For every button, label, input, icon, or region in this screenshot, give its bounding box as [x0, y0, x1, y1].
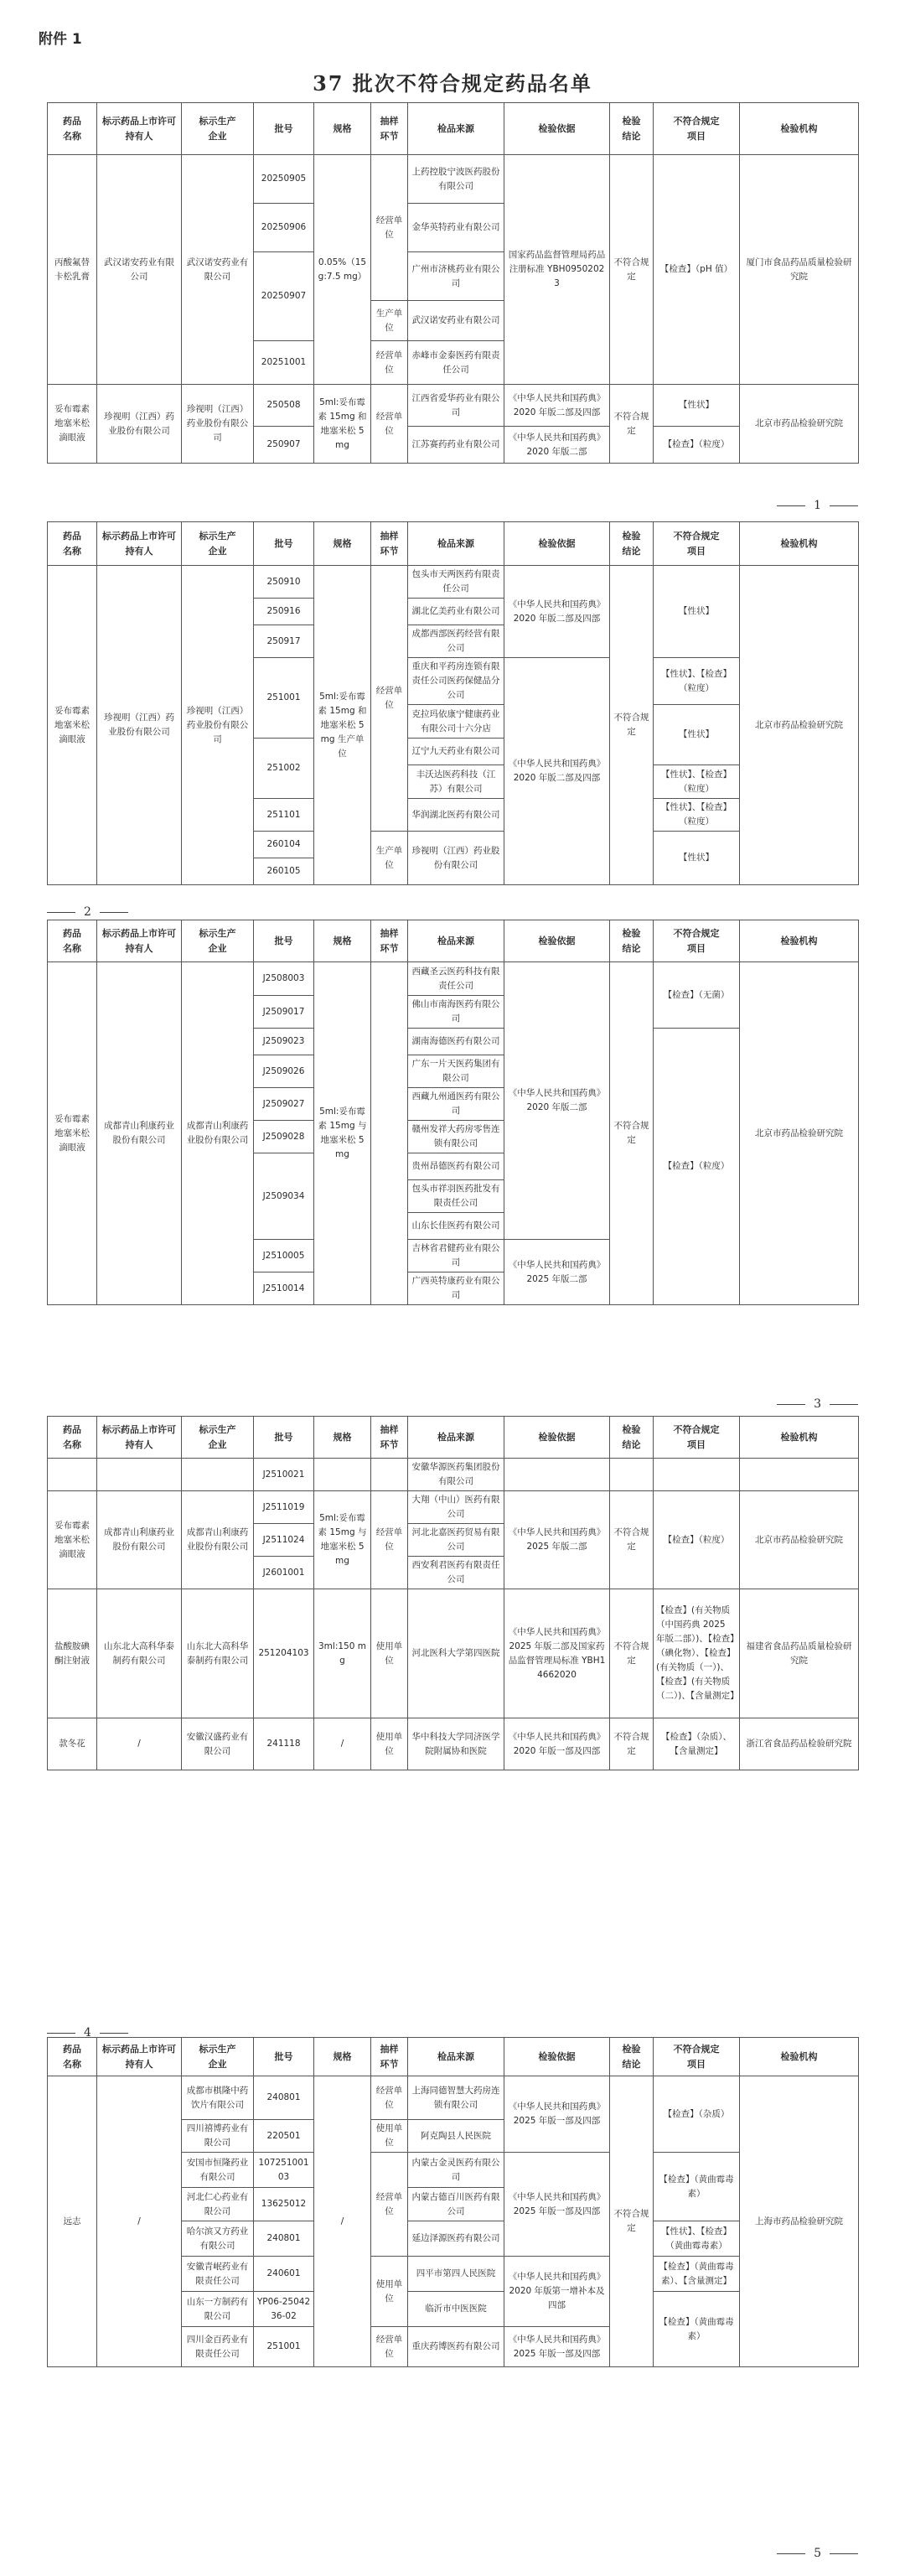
lot-cell: J2511024 [254, 1524, 314, 1557]
header-cell: 规格 [314, 103, 371, 155]
header-cell: 标示药品上市许可 持有人 [97, 920, 182, 962]
header-cell: 检验依据 [504, 1417, 610, 1459]
header-cell: 标示药品上市许可 持有人 [97, 1417, 182, 1459]
lot-cell: J2509034 [254, 1153, 314, 1240]
source-cell: 湖南海德医药有限公司 [408, 1029, 504, 1055]
drug-name-cell: 妥布霉素地塞米松滴眼液 [48, 566, 97, 885]
table-row [48, 385, 859, 427]
source-cell: 西藏九州通医药有限公司 [408, 1088, 504, 1121]
attachment-label: 附件 1 [39, 31, 82, 48]
header-cell: 检验 结论 [610, 522, 654, 566]
stage-cell: 经营单位 [371, 2076, 408, 2120]
lot-cell: 251001 [254, 2327, 314, 2367]
lot-cell: 251001 [254, 658, 314, 739]
institute-cell: 北京市药品检验研究院 [740, 566, 859, 885]
lot-cell: J2509023 [254, 1029, 314, 1055]
item-cell: 【性状】 [654, 566, 740, 658]
page-number-text: 4 [84, 2026, 91, 2040]
table-header [48, 920, 859, 962]
holder-cell: 成都青山利康药业股份有限公司 [97, 1491, 182, 1589]
lot-cell: 260104 [254, 832, 314, 858]
source-cell: 西安利君医药有限责任公司 [408, 1557, 504, 1589]
spec-cell: / [314, 1718, 371, 1770]
basis-cell: 《中华人民共和国药典》2025 年版一部及四部 [504, 2327, 610, 2367]
basis-cell: 国家药品监督管理局药品注册标准 YBH09502023 [504, 155, 610, 385]
source-cell: 临沂市中医医院 [408, 2292, 504, 2327]
page-number-text: 3 [814, 1397, 821, 1411]
header-cell: 标示生产 企业 [182, 103, 254, 155]
header-cell: 抽样 环节 [371, 522, 408, 566]
stage-cell: 经营单位 [371, 2327, 408, 2367]
header-cell: 检品来源 [408, 1417, 504, 1459]
maker-cell: 成都青山利康药业股份有限公司 [182, 1491, 254, 1589]
lot-cell: YP06-2504236-02 [254, 2292, 314, 2327]
header-cell: 标示药品上市许可 持有人 [97, 522, 182, 566]
header-cell: 检品来源 [408, 103, 504, 155]
item-cell: 【性状】 [654, 705, 740, 765]
source-cell: 江苏赛药药业有限公司 [408, 427, 504, 464]
lot-cell: 251002 [254, 739, 314, 799]
lot-cell: J2509028 [254, 1121, 314, 1153]
header-cell: 标示药品上市许可 持有人 [97, 103, 182, 155]
drug-name-cell: 远志 [48, 2076, 97, 2367]
drug-name-cell [48, 1459, 97, 1491]
item-cell: 【性状】、【检查】（粒度） [654, 799, 740, 832]
item-cell: 【检查】（黄曲霉毒素） [654, 2153, 740, 2221]
header-cell: 药品 名称 [48, 103, 97, 155]
source-cell: 包头市天两医药有限责任公司 [408, 566, 504, 599]
header-cell: 检验 结论 [610, 1417, 654, 1459]
conclusion-cell: 不符合规定 [610, 2076, 654, 2367]
basis-cell: 《中华人民共和国药典》2025 年版二部 [504, 1491, 610, 1589]
header-cell: 抽样 环节 [371, 2038, 408, 2076]
basis-cell: 《中华人民共和国药典》2020 年版二部及四部 [504, 385, 610, 427]
header-cell: 不符合规定 项目 [654, 103, 740, 155]
header-cell: 不符合规定 项目 [654, 920, 740, 962]
table-row [48, 1459, 859, 1491]
header-cell: 药品 名称 [48, 1417, 97, 1459]
header-cell: 抽样 环节 [371, 1417, 408, 1459]
header-cell: 抽样 环节 [371, 103, 408, 155]
conclusion-cell: 不符合规定 [610, 566, 654, 885]
source-cell: 上海同德智慧大药房连锁有限公司 [408, 2076, 504, 2120]
holder-cell: 珍视明（江西）药业股份有限公司 [97, 566, 182, 885]
source-cell: 辽宁九天药业有限公司 [408, 739, 504, 765]
source-cell: 赣州发祥大药房零售连锁有限公司 [408, 1121, 504, 1153]
header-cell: 批号 [254, 2038, 314, 2076]
header-cell: 批号 [254, 1417, 314, 1459]
item-cell: 【检查】（杂质） [654, 2076, 740, 2153]
source-cell: 广西英特康药业有限公司 [408, 1272, 504, 1305]
source-cell: 湖北亿美药业有限公司 [408, 599, 504, 625]
spec-cell: 5ml:妥布霉素 15mg 和地塞米松 5mg [314, 385, 371, 464]
header-cell: 检验机构 [740, 920, 859, 962]
basis-cell: 《中华人民共和国药典》2025 年版一部及四部 [504, 2076, 610, 2153]
holder-cell: 山东北大高科华泰制药有限公司 [97, 1589, 182, 1718]
conclusion-cell: 不符合规定 [610, 1491, 654, 1589]
table-header [48, 1417, 859, 1459]
institute-cell: 北京市药品检验研究院 [740, 1491, 859, 1589]
lot-cell: J2509017 [254, 996, 314, 1029]
holder-cell: / [97, 1718, 182, 1770]
table-row [48, 962, 859, 996]
lot-cell: 260105 [254, 858, 314, 885]
header-cell: 批号 [254, 103, 314, 155]
header-cell: 批号 [254, 522, 314, 566]
lot-cell: 240601 [254, 2257, 314, 2292]
lot-cell: J2510021 [254, 1459, 314, 1491]
lot-cell: 20250905 [254, 155, 314, 204]
lot-cell: 250907 [254, 427, 314, 464]
header-cell: 检验 结论 [610, 920, 654, 962]
lot-cell: 20250906 [254, 204, 314, 252]
institute-cell: 北京市药品检验研究院 [740, 385, 859, 464]
header-cell: 检验机构 [740, 103, 859, 155]
holder-cell: 成都青山利康药业股份有限公司 [97, 962, 182, 1305]
institute-cell: 福建省食品药品质量检验研究院 [740, 1589, 859, 1718]
header-cell: 规格 [314, 920, 371, 962]
source-cell: 江西省爱华药业有限公司 [408, 385, 504, 427]
maker-cell [182, 1459, 254, 1491]
page-title: 37 批次不符合规定药品名单 [313, 71, 592, 96]
drug-name-cell: 盐酸胺碘酮注射液 [48, 1589, 97, 1718]
maker-cell: 武汉诺安药业有限公司 [182, 155, 254, 385]
source-cell: 包头市祥羽医药批发有限责任公司 [408, 1180, 504, 1213]
source-cell: 金华英特药业有限公司 [408, 204, 504, 252]
source-cell: 重庆药博医药有限公司 [408, 2327, 504, 2367]
maker-cell: 成都青山利康药业股份有限公司 [182, 962, 254, 1305]
source-cell: 河北北嘉医药贸易有限公司 [408, 1524, 504, 1557]
lot-cell: 20251001 [254, 341, 314, 385]
maker-cell: 山东一方制药有限公司 [182, 2292, 254, 2327]
maker-cell: 河北仁心药业有限公司 [182, 2188, 254, 2221]
stage-cell: 经营单位 [371, 341, 408, 385]
header-cell: 检品来源 [408, 522, 504, 566]
basis-cell: 《中华人民共和国药典》2025 年版二部 [504, 1240, 610, 1305]
table-page-3 [47, 920, 859, 1305]
source-cell: 珍视明（江西）药业股份有限公司 [408, 832, 504, 885]
maker-cell: 安徽青岷药业有限责任公司 [182, 2257, 254, 2292]
maker-cell: 珍视明（江西）药业股份有限公司 [182, 385, 254, 464]
lot-cell: J2508003 [254, 962, 314, 996]
table-row [48, 1491, 859, 1524]
conclusion-cell: 不符合规定 [610, 385, 654, 464]
header-cell: 检验依据 [504, 2038, 610, 2076]
lot-cell: 13625012 [254, 2188, 314, 2221]
item-cell: 【检查】（粒度） [654, 1491, 740, 1589]
item-cell: 【性状】、【检查】（黄曲霉毒素） [654, 2221, 740, 2257]
lot-cell: J2509026 [254, 1055, 314, 1088]
spec-cell: 5ml:妥布霉素 15mg 与地塞米松 5mg [314, 962, 371, 1305]
holder-cell: 珍视明（江西）药业股份有限公司 [97, 385, 182, 464]
table-header [48, 522, 859, 566]
lot-cell: 240801 [254, 2221, 314, 2257]
page-number [777, 2547, 858, 2560]
holder-cell: / [97, 2076, 182, 2367]
source-cell: 山东长佳医药有限公司 [408, 1213, 504, 1240]
lot-cell: 250916 [254, 599, 314, 625]
item-cell [654, 1459, 740, 1491]
institute-cell: 浙江省食品药品检验研究院 [740, 1718, 859, 1770]
conclusion-cell: 不符合规定 [610, 1718, 654, 1770]
lot-cell: J2509027 [254, 1088, 314, 1121]
spec-cell: 5ml:妥布霉素 15mg 和地塞米松 5mg 生产单位 [314, 566, 371, 885]
lot-cell: J2510014 [254, 1272, 314, 1305]
basis-cell: 《中华人民共和国药典》2020 年版二部 [504, 427, 610, 464]
lot-cell: 250917 [254, 625, 314, 658]
institute-cell: 上海市药品检验研究院 [740, 2076, 859, 2367]
lot-cell: 10725100103 [254, 2153, 314, 2188]
table-page-1 [47, 102, 859, 464]
institute-cell: 北京市药品检验研究院 [740, 962, 859, 1305]
item-cell: 【检查】（粒度） [654, 1029, 740, 1305]
header-cell: 检验依据 [504, 103, 610, 155]
source-cell: 华润湖北医药有限公司 [408, 799, 504, 832]
conclusion-cell: 不符合规定 [610, 155, 654, 385]
source-cell: 赤峰市金泰医药有限责任公司 [408, 341, 504, 385]
table-header [48, 103, 859, 155]
drug-name-cell: 款冬花 [48, 1718, 97, 1770]
header-cell: 规格 [314, 2038, 371, 2076]
stage-cell: 使用单位 [371, 1718, 408, 1770]
source-cell: 广州市济桃药业有限公司 [408, 252, 504, 301]
stage-cell: 经营单位 [371, 155, 408, 301]
page-number-text: 2 [84, 905, 91, 919]
maker-cell: 山东北大高科华泰制药有限公司 [182, 1589, 254, 1718]
basis-cell [504, 1459, 610, 1491]
table-page-2 [47, 521, 859, 885]
source-cell: 佛山市南海医药有限公司 [408, 996, 504, 1029]
source-cell: 上药控股宁波医药股份有限公司 [408, 155, 504, 204]
item-cell: 【性状】、【检查】（粒度） [654, 765, 740, 799]
lot-cell: J2601001 [254, 1557, 314, 1589]
drug-name-cell: 妥布霉素地塞米松滴眼液 [48, 1491, 97, 1589]
spec-cell: 3ml:150 mg [314, 1589, 371, 1718]
item-cell: 【性状】 [654, 832, 740, 885]
header-cell: 标示生产 企业 [182, 1417, 254, 1459]
header-cell: 检验机构 [740, 522, 859, 566]
drug-name-cell: 妥布霉素地塞米松滴眼液 [48, 962, 97, 1305]
item-cell: 【检查】（黄曲霉毒素）、【含量测定】 [654, 2257, 740, 2292]
item-cell: 【检查】(有关物质（中国药典 2025 年版二部）)、【检查】（碘化物）、【检查】(有关物质（一）)、【检查】(有关物质（二）)、【含量测定】 [654, 1589, 740, 1718]
source-cell: 吉林省君健药业有限公司 [408, 1240, 504, 1272]
header-cell: 药品 名称 [48, 920, 97, 962]
table-header [48, 2038, 859, 2076]
maker-cell: 珍视明（江西）药业股份有限公司 [182, 566, 254, 885]
header-cell: 检验机构 [740, 1417, 859, 1459]
spec-cell: / [314, 2076, 371, 2367]
header-cell: 检验 结论 [610, 2038, 654, 2076]
header-cell: 检验 结论 [610, 103, 654, 155]
page-number-text: 1 [814, 499, 821, 512]
page-number [777, 499, 858, 512]
lot-cell: 20250907 [254, 252, 314, 341]
conclusion-cell: 不符合规定 [610, 962, 654, 1305]
drug-name-cell: 妥布霉素地塞米松滴眼液 [48, 385, 97, 464]
holder-cell: 武汉诺安药业有限公司 [97, 155, 182, 385]
basis-cell: 《中华人民共和国药典》2020 年版二部及四部 [504, 566, 610, 658]
stage-cell: 使用单位 [371, 2120, 408, 2153]
header-cell: 药品 名称 [48, 522, 97, 566]
source-cell: 阿克陶县人民医院 [408, 2120, 504, 2153]
header-cell: 检品来源 [408, 2038, 504, 2076]
lot-cell: 251204103 [254, 1589, 314, 1718]
table-page-4 [47, 1416, 859, 1770]
header-cell: 规格 [314, 1417, 371, 1459]
header-cell: 规格 [314, 522, 371, 566]
source-cell: 华中科技大学同济医学院附属协和医院 [408, 1718, 504, 1770]
stage-cell: 经营单位 [371, 566, 408, 832]
spec-cell [314, 1459, 371, 1491]
header-cell: 检品来源 [408, 920, 504, 962]
source-cell: 大翔（中山）医药有限公司 [408, 1491, 504, 1524]
stage-cell: 经营单位 [371, 385, 408, 464]
basis-cell: 《中华人民共和国药典》2020 年版二部及四部 [504, 658, 610, 885]
lot-cell: 251101 [254, 799, 314, 832]
source-cell: 武汉诺安药业有限公司 [408, 301, 504, 341]
table-row [48, 1589, 859, 1718]
lot-cell: J2510005 [254, 1240, 314, 1272]
header-cell: 检验依据 [504, 522, 610, 566]
lot-cell: 220501 [254, 2120, 314, 2153]
source-cell: 西藏圣云医药科技有限责任公司 [408, 962, 504, 996]
lot-cell: 250508 [254, 385, 314, 427]
header-cell: 药品 名称 [48, 2038, 97, 2076]
stage-cell: 生产单位 [371, 832, 408, 885]
table-page-5 [47, 2037, 859, 2367]
maker-cell: 安徽汉盛药业有限公司 [182, 1718, 254, 1770]
item-cell: 【检查】（无菌） [654, 962, 740, 1029]
item-cell: 【性状】 [654, 385, 740, 427]
header-cell: 检验机构 [740, 2038, 859, 2076]
item-cell: 【检查】（粒度） [654, 427, 740, 464]
stage-cell [371, 1459, 408, 1491]
item-cell: 【性状】、【检查】（粒度） [654, 658, 740, 705]
basis-cell: 《中华人民共和国药典》2020 年版第一增补本及四部 [504, 2257, 610, 2327]
source-cell: 内蒙古德百川医药有限公司 [408, 2188, 504, 2221]
lot-cell: 241118 [254, 1718, 314, 1770]
drug-name-cell: 丙酸氟替卡松乳膏 [48, 155, 97, 385]
maker-cell: 哈尔滨又方药业有限公司 [182, 2221, 254, 2257]
table-row [48, 2076, 859, 2120]
institute-cell: 厦门市食品药品质量检验研究院 [740, 155, 859, 385]
header-cell: 不符合规定 项目 [654, 1417, 740, 1459]
maker-cell: 成都市棋隆中药饮片有限公司 [182, 2076, 254, 2120]
basis-cell: 《中华人民共和国药典》2020 年版一部及四部 [504, 1718, 610, 1770]
source-cell: 安徽华源医药集团股份有限公司 [408, 1459, 504, 1491]
stage-cell: 生产单位 [371, 301, 408, 341]
header-cell: 抽样 环节 [371, 920, 408, 962]
header-cell: 标示生产 企业 [182, 2038, 254, 2076]
conclusion-cell [610, 1459, 654, 1491]
source-cell: 广东一片天医药集团有限公司 [408, 1055, 504, 1088]
source-cell: 贵州昂德医药有限公司 [408, 1153, 504, 1180]
spec-cell: 0.05%（15g:7.5 mg） [314, 155, 371, 385]
table-row [48, 155, 859, 204]
header-cell: 标示生产 企业 [182, 920, 254, 962]
holder-cell [97, 1459, 182, 1491]
maker-cell: 四川金百药业有限责任公司 [182, 2327, 254, 2367]
item-cell: 【检查】（黄曲霉毒素） [654, 2292, 740, 2367]
source-cell: 重庆和平药房连锁有限责任公司医药保健品分公司 [408, 658, 504, 705]
basis-cell: 《中华人民共和国药典》2025 年版二部及国家药品监督管理局标准 YBH14662020 [504, 1589, 610, 1718]
item-cell: 【检查】（pH 值） [654, 155, 740, 385]
basis-cell: 《中华人民共和国药典》2020 年版二部 [504, 962, 610, 1240]
stage-cell [371, 962, 408, 1305]
spec-cell: 5ml:妥布霉素 15mg 与地塞米松 5mg [314, 1491, 371, 1589]
header-cell: 不符合规定 项目 [654, 522, 740, 566]
header-cell: 不符合规定 项目 [654, 2038, 740, 2076]
stage-cell: 经营单位 [371, 2153, 408, 2257]
conclusion-cell: 不符合规定 [610, 1589, 654, 1718]
lot-cell: 250910 [254, 566, 314, 599]
page-number [47, 905, 128, 919]
stage-cell: 经营单位 [371, 1491, 408, 1589]
source-cell: 内蒙古金灵医药有限公司 [408, 2153, 504, 2188]
source-cell: 延边泽源医药有限公司 [408, 2221, 504, 2257]
source-cell: 河北医科大学第四医院 [408, 1589, 504, 1718]
item-cell: 【检查】（杂质）、【含量测定】 [654, 1718, 740, 1770]
header-cell: 标示生产 企业 [182, 522, 254, 566]
source-cell: 成都西部医药经营有限公司 [408, 625, 504, 658]
header-cell: 检验依据 [504, 920, 610, 962]
source-cell: 丰沃达医药科技（江苏）有限公司 [408, 765, 504, 799]
institute-cell [740, 1459, 859, 1491]
stage-cell: 使用单位 [371, 1589, 408, 1718]
table-row [48, 566, 859, 599]
maker-cell: 四川禧博药业有限公司 [182, 2120, 254, 2153]
basis-cell: 《中华人民共和国药典》2025 年版一部及四部 [504, 2153, 610, 2257]
table-row [48, 1718, 859, 1770]
source-cell: 四平市第四人民医院 [408, 2257, 504, 2292]
lot-cell: J2511019 [254, 1491, 314, 1524]
source-cell: 克拉玛依康宁健康药业有限公司十六分店 [408, 705, 504, 739]
header-cell: 批号 [254, 920, 314, 962]
header-cell: 标示药品上市许可 持有人 [97, 2038, 182, 2076]
lot-cell: 240801 [254, 2076, 314, 2120]
page-number-text: 5 [814, 2547, 821, 2560]
page-number [777, 1397, 858, 1411]
stage-cell: 使用单位 [371, 2257, 408, 2327]
maker-cell: 安国市恒隆药业有限公司 [182, 2153, 254, 2188]
